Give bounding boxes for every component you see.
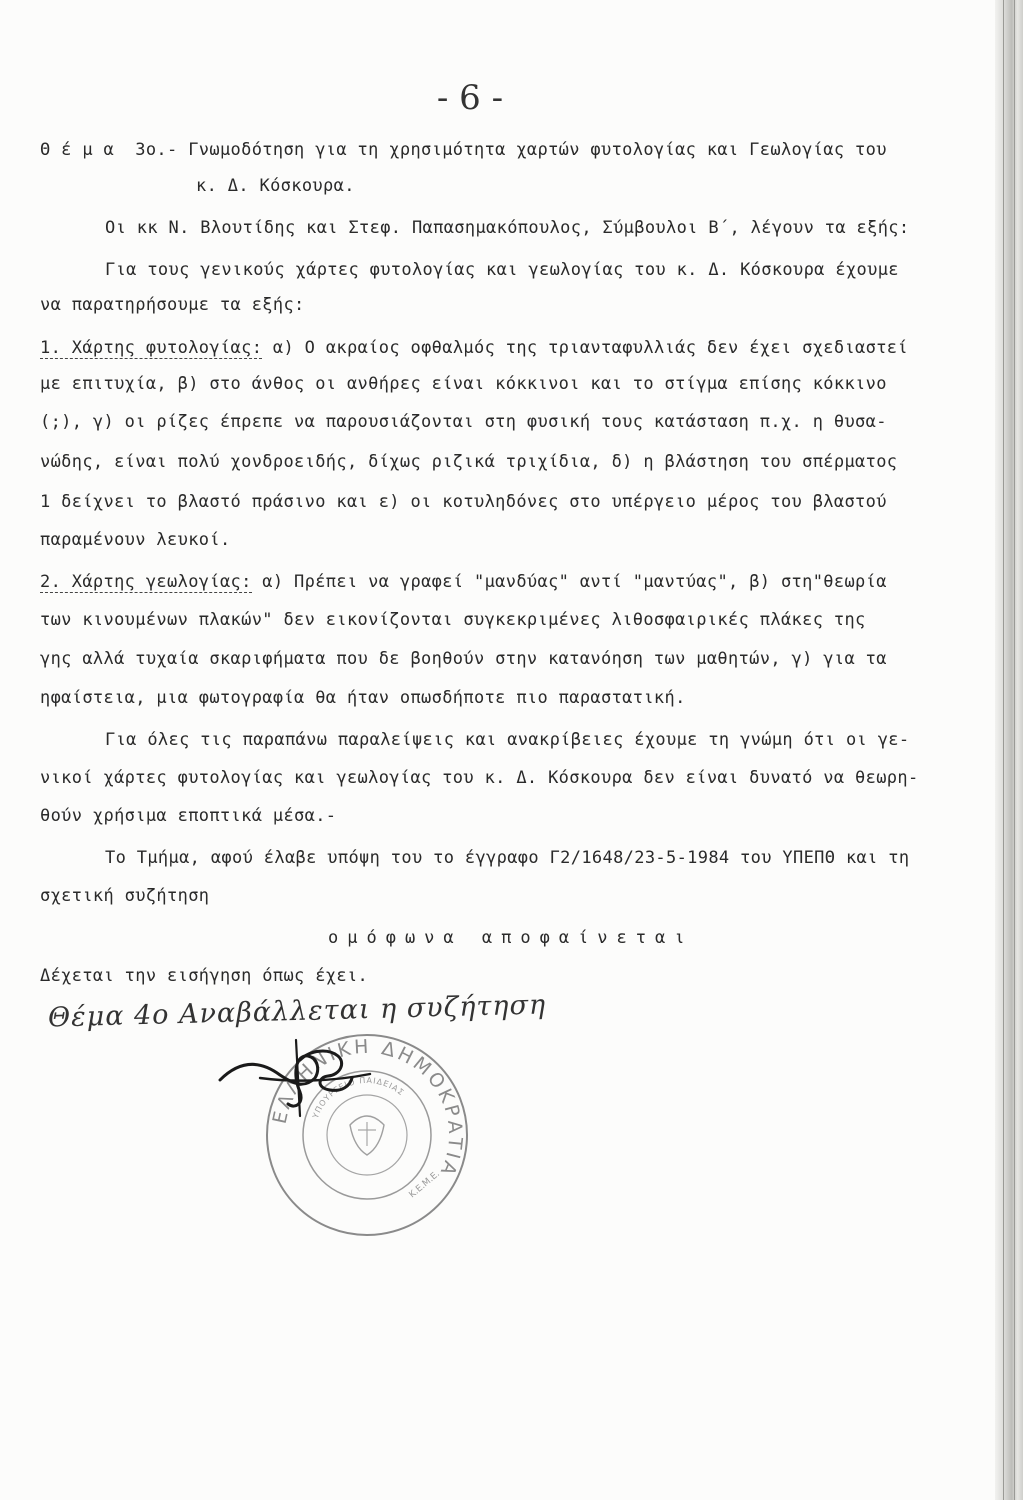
paragraph-line: με επιτυχία, β) στο άνθος οι ανθήρες είναι κόκκινοι και το στίγμα επίσης κόκκινο [40, 374, 887, 394]
stamp-bottom-text: Κ.Ε.Μ.Ε. [407, 1169, 442, 1201]
signature-icon [200, 1030, 400, 1120]
spine-edge-line [1003, 0, 1004, 1500]
paragraph-line: γης αλλά τυχαία σκαριφήματα που δε βοηθούν στην κατανόηση των μαθητών, γ) για τα [40, 649, 887, 669]
item-2-line [40, 572, 887, 592]
paragraph-line: (;), γ) οι ρίζες έπρεπε να παρουσιάζονται στη φυσική τους κατάσταση π.χ. η θυσα- [40, 412, 887, 432]
decision-heading: ομόφωνα αποφαίνεται [328, 928, 694, 948]
item-2-text: α) Πρέπει να γραφεί "μανδύας" αντί "μαντύας", β) στη"θεωρία [262, 572, 887, 592]
item-1-line [40, 338, 908, 358]
paragraph-line: ηφαίστεια, μια φωτογραφία θα ήταν οπωσδήποτε πιο παραστατική. [40, 688, 686, 708]
paragraph-line: παραμένουν λευκοί. [40, 530, 231, 550]
paragraph-line: νικοί χάρτες φυτολογίας και γεωλογίας του κ. Δ. Κόσκουρα δεν είναι δυνατό να θεωρη- [40, 768, 919, 788]
subject-heading-cont: κ. Δ. Κόσκουρα. [196, 176, 355, 196]
stamp-inner-text: ΥΠΟΥΡΓΕΙΟ ΠΑΙΔΕΙΑΣ [310, 1075, 406, 1120]
paragraph-line: θούν χρήσιμα εποπτικά μέσα.- [40, 806, 337, 826]
item-1-label: 1. Χάρτης φυτολογίας: [40, 338, 263, 358]
handwritten-note: Θέμα 4ο Αναβάλλεται η συζήτηση [47, 989, 547, 1034]
book-spine [995, 0, 1023, 1500]
item-2-label: 2. Χάρτης γεωλογίας: [40, 572, 252, 592]
stamp-ring-text: ΕΛΛΗΝΙΚΗ ΔΗΜΟΚΡΑΤΙΑ [268, 1035, 467, 1182]
spine-edge-line [1014, 0, 1015, 1500]
paragraph-line: νώδης, είναι πολύ χονδροειδής, δίχως ριζικά τριχίδια, δ) η βλάστηση του σπέρματος [40, 452, 898, 472]
item-1-text: α) Ο ακραίος οφθαλμός της τριανταφυλλιάς δεν έχει σχεδιαστεί [272, 338, 908, 358]
paragraph-line: να παρατηρήσουμε τα εξής: [40, 295, 305, 315]
paragraph-line: 1 δείχνει το βλαστό πράσινο και ε) οι κοτυληδόνες στο υπέργειο μέρος του βλαστού [40, 492, 887, 512]
page-number: - 6 - [436, 78, 504, 118]
paragraph-line: σχετική συζήτηση [40, 886, 210, 906]
paragraph-line: των κινουμένων πλακών" δεν εικονίζονται συγκεκριμένες λιθοσφαιρικές πλάκες της [40, 610, 866, 630]
subject-heading: Θ έ μ α 3ο.- Γνωμοδότηση για τη χρησιμότητα χαρτών φυτολογίας και Γεωλογίας του [40, 140, 887, 160]
decision-text: Δέχεται την εισήγηση όπως έχει. [40, 966, 369, 986]
speakers-line: Οι κκ Ν. Βλουτίδης και Στεφ. Παπασημακόπουλος, Σύμβουλοι Β΄, λέγουν τα εξής: [105, 218, 910, 238]
paragraph-line: Για όλες τις παραπάνω παραλείψεις και ανακρίβειες έχουμε τη γνώμη ότι οι γε- [105, 730, 910, 750]
paragraph-line: Το Τμήμα, αφού έλαβε υπόψη του το έγγραφο Γ2/1648/23-5-1984 του ΥΠΕΠΘ και τη [105, 848, 910, 868]
paragraph-line: Για τους γενικούς χάρτες φυτολογίας και γεωλογίας του κ. Δ. Κόσκουρα έχουμε [105, 260, 899, 280]
